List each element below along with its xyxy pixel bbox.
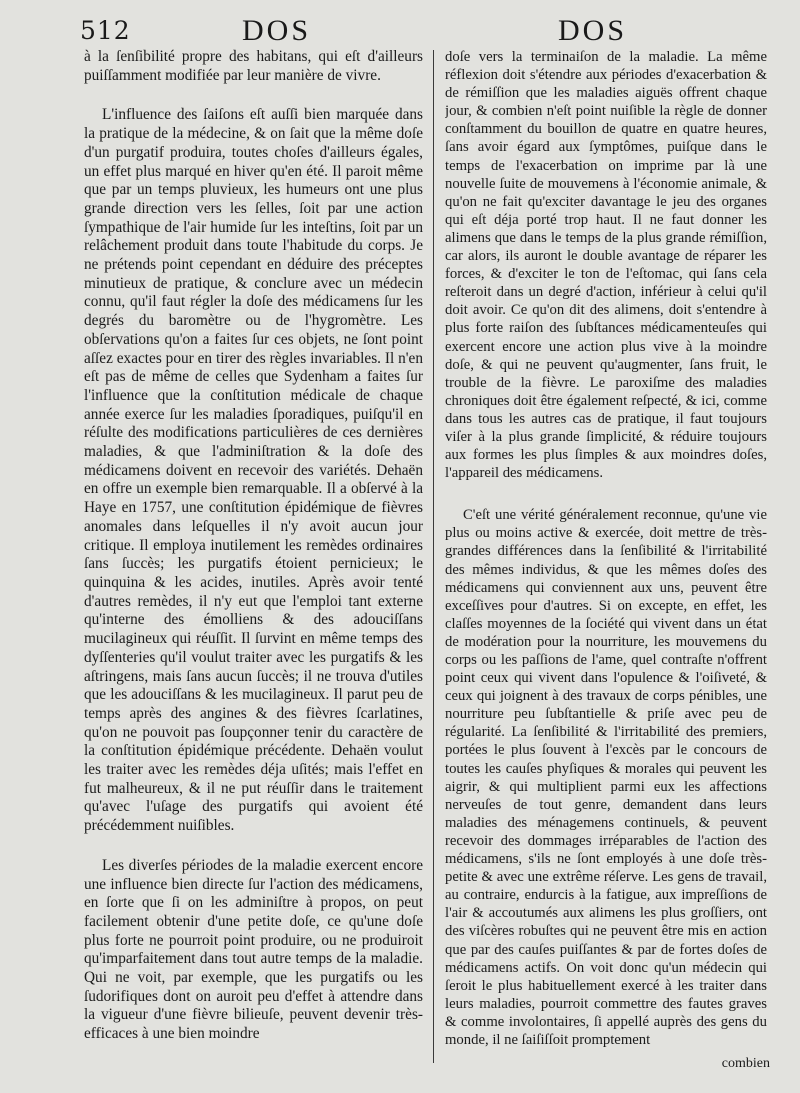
running-title-left: DOS (242, 14, 312, 47)
running-title-right: DOS (558, 14, 628, 47)
page-number: 512 (80, 16, 131, 45)
paragraph: C'eſt une vérité généralement reconnue, qu'une vie plus ou moins active & exercée, doit mettre de très-grandes différences dans la ſenſibilité & l'irritabilité des mêmes individus, & que les mêmes doſes des médicamens qui conviennent aux uns, peuvent être exceſſives pour d'autres. Si on excepte, en effet, les claſſes moyennes de la ſociété qui vivent dans un état de modération pour la nourriture, les mouvemens du corps ou les paſſions de l'ame, quel contraſte n'offrent point ceux qui vivent dans l'opulence & l'oiſiveté, & ceux qui joignent à des travaux de corps pénibles, une nourriture peu ſubſtantielle & priſe avec peu de régularité. La ſenſibilité & l'irritabilité des premiers, portées le plus ſouvent à l'excès par le concours de toutes les cauſes phyſiques & morales qui peuvent les aigrir, & qui multiplient parmi eux les affections nerveuſes de tout genre, demandent dans leurs maladies des ménagemens continuels, & peuvent recevoir des dommages irréparables de l'action des médicamens, s'ils ne ſont employés à une doſe très-petite & avec une extrême réſerve. Les gens de travail, au contraire, endurcis à la fatigue, aux impreſſions de l'air & accoutumés aux alimens les plus groſſiers, ont des viſcères robuſtes qui ne peuvent être mis en action que par des cauſes puiſſantes & par de fortes doſes de médicamens actifs. On voit donc qu'un médecin qui ſeroit le plus habituellement exercé à les traiter dans leurs maladies, pourroit commettre des fautes graves & comme involontaires, ſi appellé auprès des gens du monde, il ne ſaiſiſſoit promptement (445, 507, 767, 1048)
column-divider (433, 50, 434, 1063)
paragraph: L'influence des ſaiſons eſt auſſi bien marquée dans la pratique de la médecine, & on ſait que la même doſe d'un purgatif produira, toutes choſes d'ailleurs égales, un effet plus marqué en hiver qu'en été. Il paroit même que par un temps pluvieux, les humeurs ont une plus grande direction vers les ſelles, ſoit par une action ſympathique de l'air humide ſur les inteſtins, ſoit par un relâchement produit dans toute l'habitude du corps. Je ne prétends point cependant en déduire des préceptes minutieux de pratique, & conclure avec un médecin connu, qu'il faut régler la doſe des médicamens ſur les degrés du baromètre ou de l'hygromètre. Les obſervations qu'on a faites ſur ces objets, ne ſont point aſſez exactes pour en tirer des règles invariables. Il n'en eſt pas de même de celles que Sydenham a faites ſur l'influence que la conſtitution médicale de chaque année exerce ſur les maladies ſporadiques, puiſqu'il en réſulte des modifications particulières de ces dernières maladies, & que l'adminiſtration & la doſe des médicamens doivent en recevoir des variétés. Dehaën en offre un exemple bien remarquable. Il a obſervé à la Haye en 1757, une conſtitution épidémique de fièvres anomales dans leſquelles il n'y avoit aucun jour critique. Il employa inutilement les remèdes ordinaires ſans ſuccès; les purgatifs étoient pernicieux; le quinquina & les acides, inutiles. Après avoir tenté d'autres remèdes, il n'y eut que l'emploi tant externe qu'interne des émolliens & des adouciſſans mucilagineux qui réuſſit. Il ſurvint en même temps des dyſſenteries qu'il voulut traiter avec les purgatifs & les aſtringens, mais ſans aucun ſuccès; il ne trouva d'utiles que les adouciſſans & les mucilagineux. Il parut peu de temps après des angines & des fièvres ſcarlatines, qu'on ne pouvoit pas ſoupçonner tenir du caractère de la conſtitution épidémique précédente. Dehaën voulut les traiter avec les remèdes déja uſités; mais l'effet en fut malheureux, & il ne put réuſſir dans le traitement qu'avec l'uſage des purgatifs qui avoient été précédemment nuiſibles. (84, 106, 423, 835)
catchword: combien (721, 1056, 770, 1071)
page-header (78, 14, 772, 50)
paragraph: Les diverſes périodes de la maladie exercent encore une influence bien directe ſur l'action des médicamens, en ſorte que ſi on les adminiſtre à propos, on peut facilement obtenir d'une petite doſe, ce qu'une doſe plus forte ne pourroit point produire, ou ne produiroit qu'imparfaitement dans tout autre temps de la maladie. Qui ne voit, par exemple, que les purgatifs ou les ſudorifiques dont on auroit peu d'effet à attendre dans la vigueur d'une fièvre bilieuſe, peuvent devenir très-efficaces à une bien moindre (84, 856, 423, 1043)
paragraph: doſe vers la terminaiſon de la maladie. La même réflexion doit s'étendre aux périodes d'exacerbation & de rémiſſion que les maladies aiguës offrent chaque jour, & combien n'eſt point nuiſible la règle de donner conſtamment du bouillon de quatre en quatre heures, ſans avoir égard aux ſymptômes, puiſque dans le temps de l'exacerbation on imprime par là une nouvelle ſuite de mouvemens à l'économie animale, & qu'on ne fait qu'exciter davantage le jeu des organes qui eſt déja porté trop haut. Il ne faut donner les alimens que dans le temps de la plus grande rémiſſion, car alors, ils auront le double avantage de réparer les forces, & d'exciter le ton de l'eſtomac, qui ſans cela reſteroit dans un degré d'action, inférieur à celui qu'il doit avoir. Ce qu'on dit des alimens, doit s'entendre à plus forte raiſon des ſubſtances médicamenteuſes qui exercent encore une action plus vive à la moindre doſe, & qui ne peuvent qu'augmenter, ſans fruit, le trouble de la fièvre. Le paroxiſme des maladies chroniques doit être également reſpecté, & ici, comme dans tous les autres cas de pratique, il faut toujours viſer à la plus grande ſimplicité, & réduire toujours aux formes les plus ſimples & aux moindres doſes, l'appareil des médicamens. (445, 49, 767, 482)
right-column (445, 48, 767, 1073)
paragraph: à la ſenſibilité propre des habitans, qui eſt d'ailleurs puiſſamment modifiée par leur manière de vivre. (84, 48, 423, 84)
left-column (84, 48, 423, 1073)
